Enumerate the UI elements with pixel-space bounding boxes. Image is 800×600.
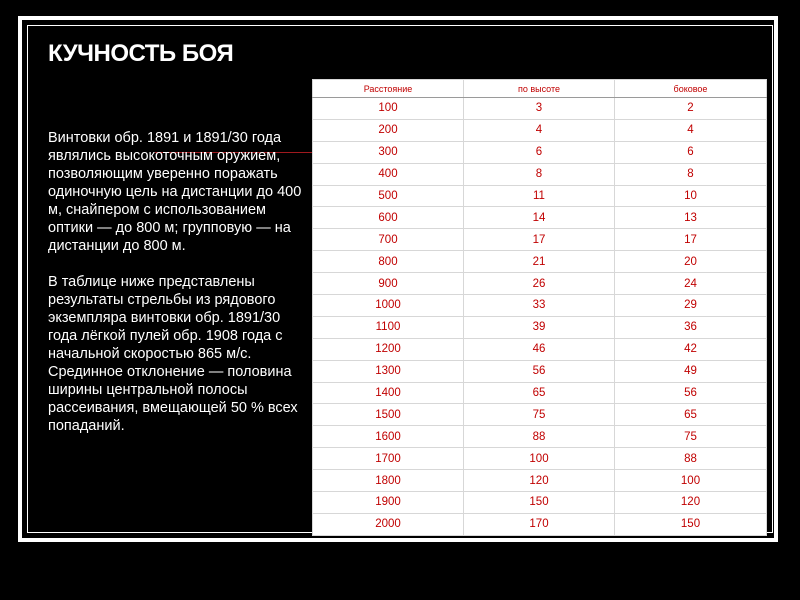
paragraph-accuracy: Винтовки обр. 1891 и 1891/30 года являлись высокоточным оружием, позволяющим уверенно поражать одиночную цель на дистанции до 400 м, снайпером с использованием оптики — до 800 м; групповую — на дистанции до 800 м. [48, 130, 302, 254]
cell-distance: 100 [313, 98, 464, 120]
cell-lateral-deviation: 150 [615, 513, 767, 535]
cell-height-deviation: 8 [464, 163, 615, 185]
table-row [313, 251, 767, 273]
cell-height-deviation: 26 [464, 273, 615, 295]
cell-distance: 1600 [313, 426, 464, 448]
cell-height-deviation: 100 [464, 448, 615, 470]
cell-height-deviation: 11 [464, 185, 615, 207]
table-body [313, 98, 767, 536]
cell-height-deviation: 88 [464, 426, 615, 448]
cell-height-deviation: 21 [464, 251, 615, 273]
table-row [313, 141, 767, 163]
cell-lateral-deviation: 13 [615, 207, 767, 229]
table-row [313, 316, 767, 338]
cell-lateral-deviation: 36 [615, 316, 767, 338]
cell-height-deviation: 3 [464, 98, 615, 120]
cell-distance: 600 [313, 207, 464, 229]
column-header-distance: Расстояние [313, 80, 464, 98]
cell-lateral-deviation: 42 [615, 338, 767, 360]
cell-distance: 1700 [313, 448, 464, 470]
cell-lateral-deviation: 120 [615, 492, 767, 514]
cell-distance: 1400 [313, 382, 464, 404]
table-row [313, 185, 767, 207]
column-header-lateral: боковое [615, 80, 767, 98]
cell-lateral-deviation: 88 [615, 448, 767, 470]
cell-lateral-deviation: 49 [615, 360, 767, 382]
cell-height-deviation: 150 [464, 492, 615, 514]
cell-lateral-deviation: 4 [615, 119, 767, 141]
cell-distance: 1200 [313, 338, 464, 360]
cell-distance: 1900 [313, 492, 464, 514]
cell-lateral-deviation: 6 [615, 141, 767, 163]
table-row [313, 382, 767, 404]
cell-distance: 700 [313, 229, 464, 251]
cell-lateral-deviation: 100 [615, 470, 767, 492]
table-row [313, 448, 767, 470]
cell-distance: 1100 [313, 316, 464, 338]
table-row [313, 119, 767, 141]
dispersion-table [312, 79, 767, 536]
cell-lateral-deviation: 17 [615, 229, 767, 251]
table-row [313, 338, 767, 360]
cell-distance: 400 [313, 163, 464, 185]
cell-distance: 1500 [313, 404, 464, 426]
cell-height-deviation: 56 [464, 360, 615, 382]
cell-height-deviation: 33 [464, 295, 615, 317]
cell-distance: 500 [313, 185, 464, 207]
table-row [313, 229, 767, 251]
cell-height-deviation: 75 [464, 404, 615, 426]
cell-lateral-deviation: 2 [615, 98, 767, 120]
cell-lateral-deviation: 10 [615, 185, 767, 207]
cell-lateral-deviation: 56 [615, 382, 767, 404]
table-row [313, 295, 767, 317]
cell-distance: 300 [313, 141, 464, 163]
table-row [313, 513, 767, 535]
cell-height-deviation: 4 [464, 119, 615, 141]
cell-distance: 1000 [313, 295, 464, 317]
table-row [313, 207, 767, 229]
cell-distance: 800 [313, 251, 464, 273]
cell-distance: 2000 [313, 513, 464, 535]
cell-distance: 900 [313, 273, 464, 295]
table-row [313, 470, 767, 492]
cell-lateral-deviation: 8 [615, 163, 767, 185]
column-header-height: по высоте [464, 80, 615, 98]
cell-height-deviation: 170 [464, 513, 615, 535]
table-row [313, 273, 767, 295]
slide-body [48, 129, 303, 453]
cell-height-deviation: 120 [464, 470, 615, 492]
cell-lateral-deviation: 29 [615, 295, 767, 317]
dispersion-table-container [312, 79, 766, 536]
table-row [313, 404, 767, 426]
cell-lateral-deviation: 65 [615, 404, 767, 426]
cell-height-deviation: 39 [464, 316, 615, 338]
table-header-row [313, 80, 767, 98]
cell-distance: 1800 [313, 470, 464, 492]
cell-height-deviation: 14 [464, 207, 615, 229]
cell-distance: 200 [313, 119, 464, 141]
cell-lateral-deviation: 75 [615, 426, 767, 448]
cell-lateral-deviation: 20 [615, 251, 767, 273]
cell-lateral-deviation: 24 [615, 273, 767, 295]
table-row [313, 426, 767, 448]
table-row [313, 360, 767, 382]
slide-title: КУЧНОСТЬ БОЯ [48, 40, 234, 67]
cell-height-deviation: 46 [464, 338, 615, 360]
table-row [313, 163, 767, 185]
table-row [313, 492, 767, 514]
cell-distance: 1300 [313, 360, 464, 382]
cell-height-deviation: 65 [464, 382, 615, 404]
cell-height-deviation: 17 [464, 229, 615, 251]
paragraph-table-description: В таблице ниже представлены результаты стрельбы из рядового экземпляра винтовки обр. 1891/30 года лёгкой пулей обр. 1908 года с начальной скоростью 865 м/с. Срединное отклонение — половина ширины центральной полосы рассеивания, вмещающей 50 % всех попаданий. [48, 274, 298, 434]
table-row [313, 98, 767, 120]
cell-height-deviation: 6 [464, 141, 615, 163]
